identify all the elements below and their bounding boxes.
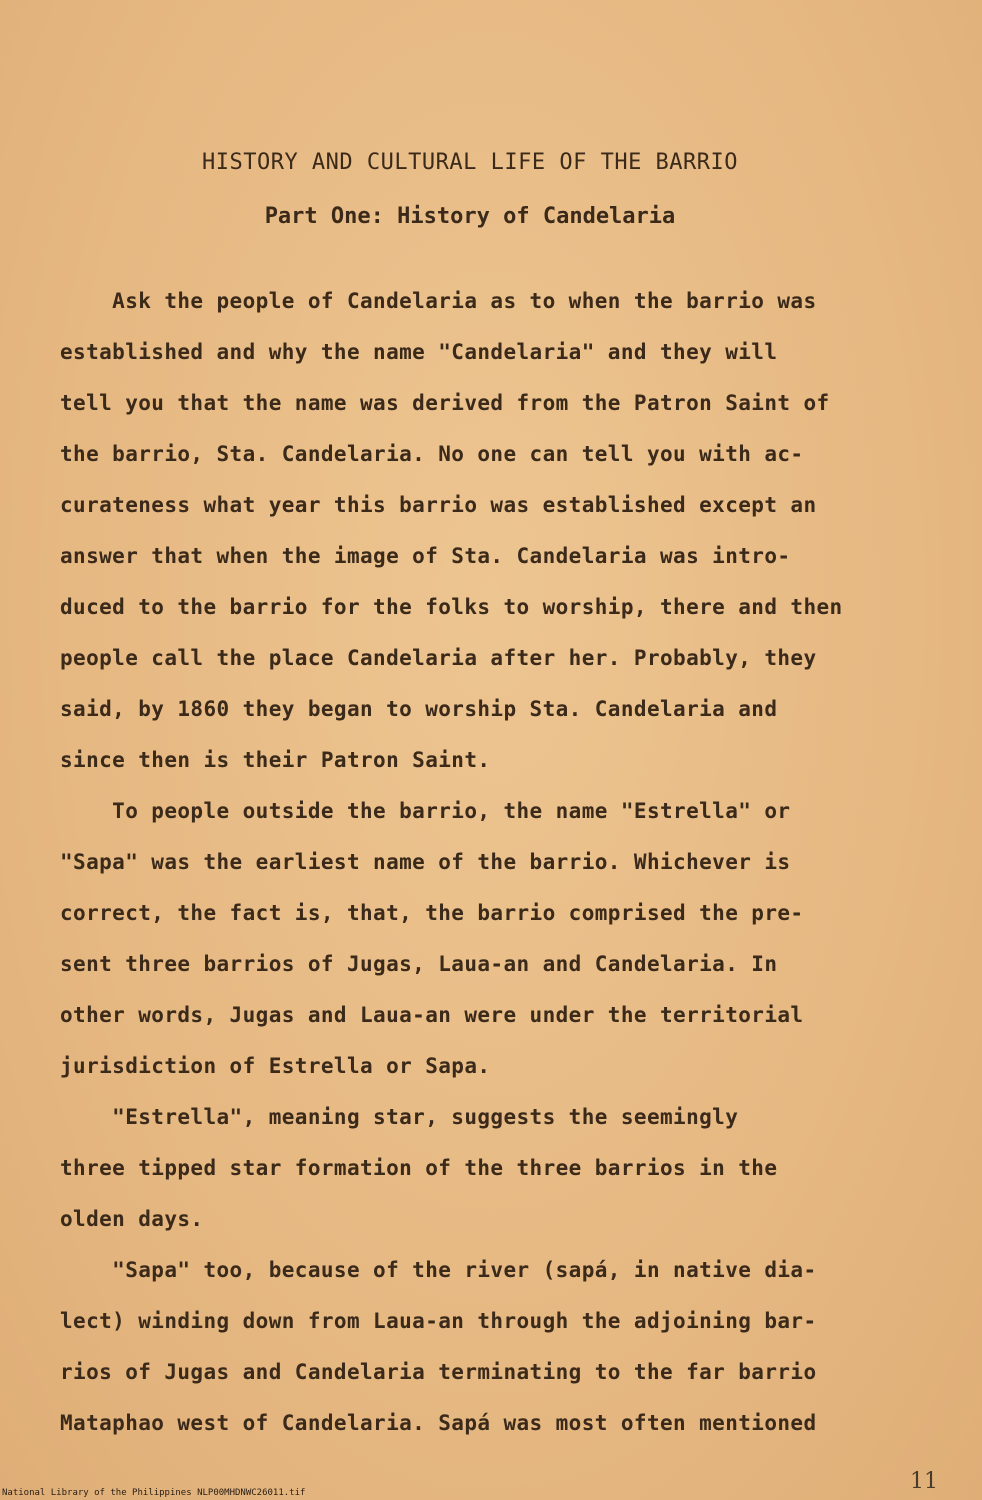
text-line: "Estrella", meaning star, suggests the seemingly <box>60 1105 739 1129</box>
text-line: the barrio, Sta. Candelaria. No one can tell you with ac- <box>60 442 804 466</box>
text-line: people call the place Candelaria after her. Probably, they <box>60 646 817 670</box>
text-line: lect) winding down from Laua-an through the adjoining bar- <box>60 1309 817 1333</box>
text-line: "Sapa" too, because of the river (sapá, in native dia- <box>60 1258 817 1282</box>
text-line: answer that when the image of Sta. Candelaria was intro- <box>60 544 791 568</box>
text-line: three tipped star formation of the three barrios in the <box>60 1156 778 1180</box>
text-line: duced to the barrio for the folks to worship, there and then <box>60 595 843 619</box>
text-line: olden days. <box>60 1207 204 1231</box>
text-line: said, by 1860 they began to worship Sta. Candelaria and <box>60 697 778 721</box>
text-line: rios of Jugas and Candelaria terminating to the far barrio <box>60 1360 817 1384</box>
text-line: Ask the people of Candelaria as to when the barrio was <box>60 289 817 313</box>
text-line: jurisdiction of Estrella or Sapa. <box>60 1054 491 1078</box>
corner-mark: 11 <box>910 1469 938 1494</box>
text-line: established and why the name "Candelaria" and they will <box>60 340 778 364</box>
text-line: other words, Jugas and Laua-an were under the territorial <box>60 1003 804 1027</box>
text-line: since then is their Patron Saint. <box>60 748 491 772</box>
text-line: sent three barrios of Jugas, Laua-an and Candelaria. In <box>60 952 778 976</box>
text-line: correct, the fact is, that, the barrio comprised the pre- <box>60 901 804 925</box>
text-line: tell you that the name was derived from the Patron Saint of <box>60 391 830 415</box>
text-line: To people outside the barrio, the name "Estrella" or <box>60 799 791 823</box>
text-line: curateness what year this barrio was established except an <box>60 493 817 517</box>
scan-footer: National Library of the Philippines NLP00MHDNWC26011.tif <box>2 1488 306 1498</box>
text-line: "Sapa" was the earliest name of the barrio. Whichever is <box>60 850 791 874</box>
text-line: Mataphao west of Candelaria. Sapá was most often mentioned <box>60 1411 817 1435</box>
document-title: HISTORY AND CULTURAL LIFE OF THE BARRIO <box>201 150 739 175</box>
document-subtitle: Part One: History of Candelaria <box>264 204 676 229</box>
body-text <box>60 276 950 1449</box>
